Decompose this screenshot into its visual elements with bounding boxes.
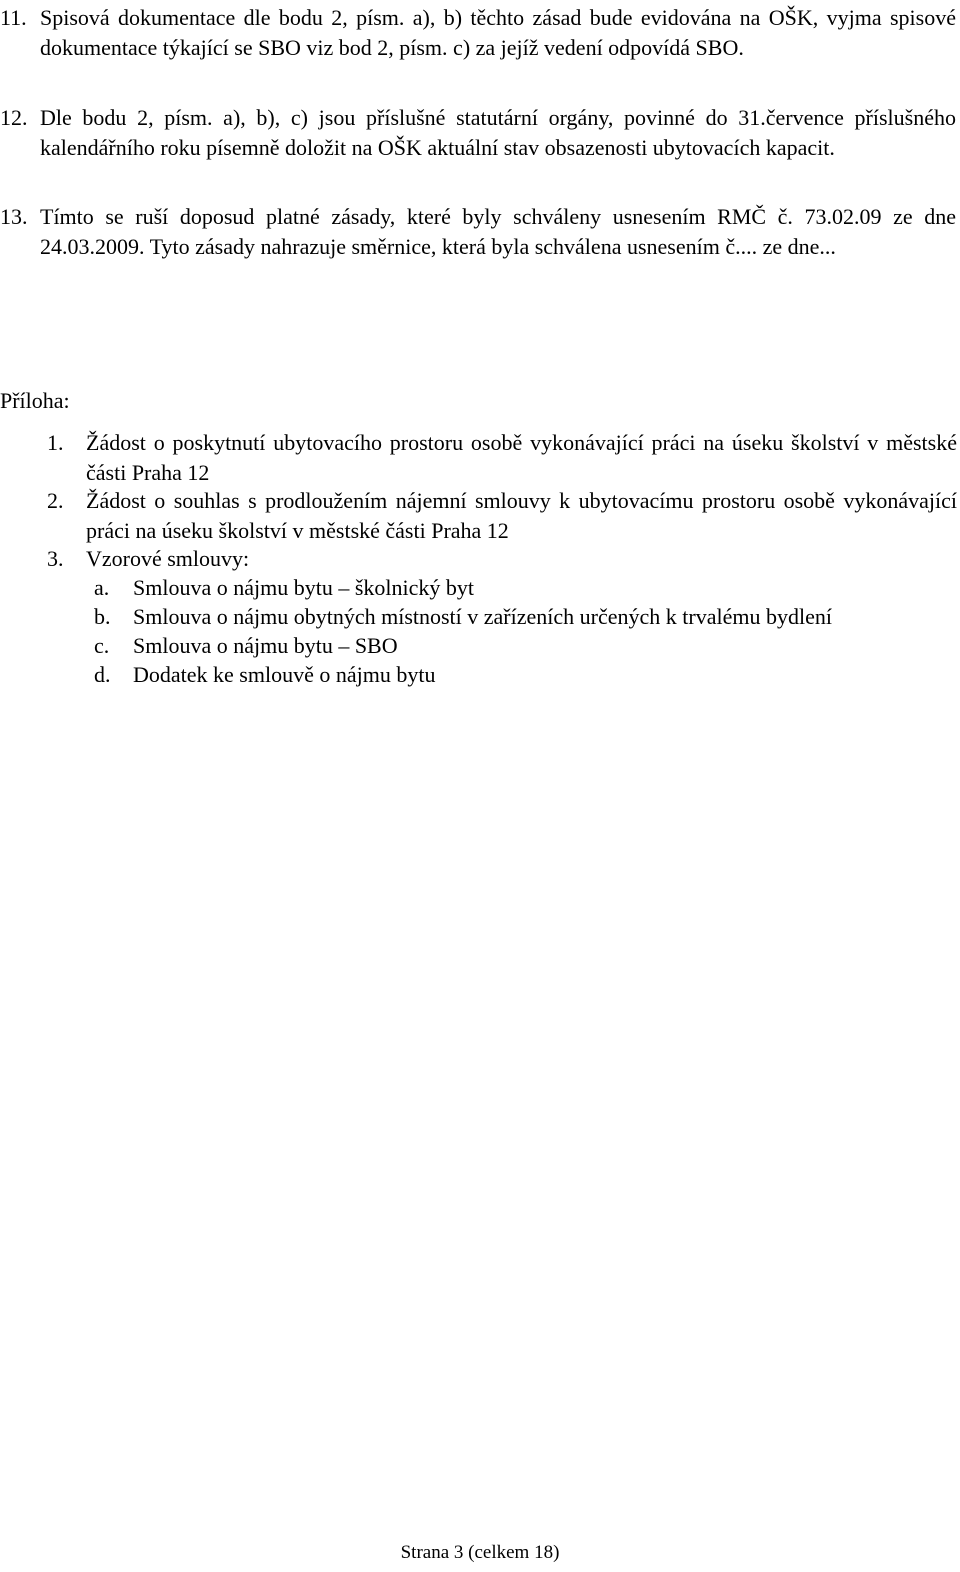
item-text: Spisová dokumentace dle bodu 2, písm. a), b) těchto zásad bude evidována na OŠK, vyjma spisové dokumentace týkající se SBO viz bod 2, písm. c) za jejíž vedení odpovídá SBO. xyxy=(40,5,956,60)
attachment-number: 3. xyxy=(47,546,64,571)
attachment-item-1 xyxy=(47,428,957,487)
sub-item-c xyxy=(94,631,398,661)
list-item-12 xyxy=(0,103,956,162)
sub-item-d xyxy=(94,660,435,690)
item-number: 13. xyxy=(0,204,28,229)
sub-item-letter: a. xyxy=(94,575,110,600)
sub-item-text: Smlouva o nájmu obytných místností v zařízeních určených k trvalému bydlení xyxy=(133,604,832,629)
sub-item-a xyxy=(94,573,474,603)
sub-item-letter: d. xyxy=(94,662,111,687)
attachment-number: 1. xyxy=(47,430,64,455)
attachment-number: 2. xyxy=(47,488,64,513)
list-item-11 xyxy=(0,3,956,62)
attachment-item-2 xyxy=(47,486,957,545)
sub-item-letter: c. xyxy=(94,633,110,658)
attachment-text: Žádost o souhlas s prodloužením nájemní smlouvy k ubytovacímu prostoru osobě vykonávající práci na úseku školství v městské části Praha 12 xyxy=(86,488,957,543)
attachment-text: Vzorové smlouvy: xyxy=(86,546,250,571)
sub-item-text: Dodatek ke smlouvě o nájmu bytu xyxy=(133,662,436,687)
list-item-13 xyxy=(0,202,956,261)
sub-item-b xyxy=(94,602,832,632)
item-number: 11. xyxy=(0,5,27,30)
item-text: Dle bodu 2, písm. a), b), c) jsou příslušné statutární orgány, povinné do 31.července příslušného kalendářního roku písemně doložit na OŠK aktuální stav obsazenosti ubytovacích kapacit. xyxy=(40,105,956,160)
sub-item-text: Smlouva o nájmu bytu – SBO xyxy=(133,633,398,658)
page-footer: Strana 3 (celkem 18) xyxy=(400,1542,560,1563)
attachment-text: Žádost o poskytnutí ubytovacího prostoru osobě vykonávající práci na úseku školství v městské části Praha 12 xyxy=(86,430,957,485)
item-text: Tímto se ruší doposud platné zásady, které byly schváleny usnesením RMČ č. 73.02.09 ze dne 24.03.2009. Tyto zásady nahrazuje směrnice, která byla schválena usnesením č.... ze dne... xyxy=(40,204,956,259)
attachments-heading: Příloha: xyxy=(0,388,70,413)
item-number: 12. xyxy=(0,105,28,130)
sub-item-text: Smlouva o nájmu bytu – školnický byt xyxy=(133,575,474,600)
sub-item-letter: b. xyxy=(94,604,111,629)
attachment-item-3 xyxy=(47,544,957,574)
